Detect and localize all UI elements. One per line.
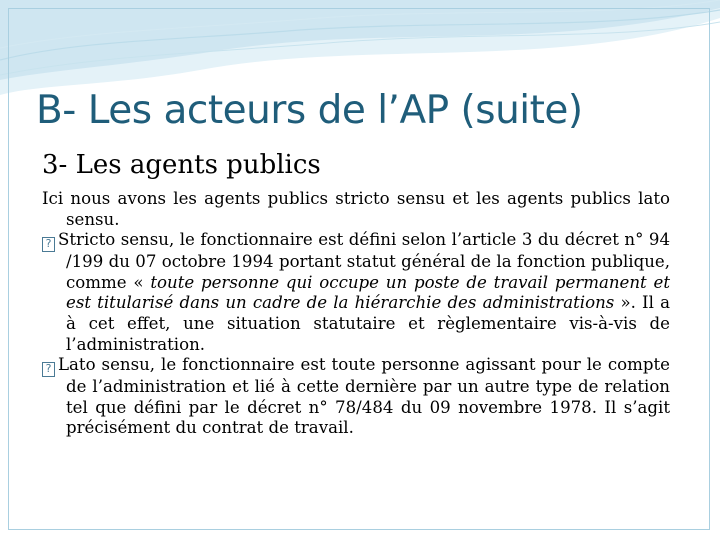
slide-body <box>42 189 670 439</box>
slide-subtitle: 3- Les agents publics <box>42 150 321 180</box>
bullet1-text-a: Stricto sensu, le fonctionnaire est défini selon l’article 3 du décret n° 94 /199 du 07 octobre 1994 portant statut général de la fonction publique, comme « <box>58 230 670 292</box>
intro-paragraph <box>42 189 670 230</box>
unknown-glyph-box-icon: ? <box>42 362 55 377</box>
slide-title: B- Les acteurs de l’AP (suite) <box>36 88 583 133</box>
unknown-glyph-box-icon: ? <box>42 237 55 252</box>
bullet1-quote: toute personne qui occupe un poste de travail permanent et est titularisé dans un cadre de la hiérarchie des administrations <box>66 272 670 313</box>
bullet1-text-b: ». Il a à cet effet, une situation statutaire et règlementaire vis-à-vis de l’administration. <box>66 293 670 354</box>
intro-text: Ici nous avons les agents publics stricto sensu et les agents publics lato sensu. <box>42 189 670 229</box>
bullet-item-stricto-sensu <box>42 230 670 355</box>
bullet2-text: Lato sensu, le fonctionnaire est toute personne agissant pour le compte de l’administration et lié à cette dernière par un autre type de relation tel que défini par le décret n° 78/484 du 09 novembre 1978. Il s’agit précisément du contrat de travail. <box>58 355 670 438</box>
bullet-item-lato-sensu <box>42 355 670 439</box>
